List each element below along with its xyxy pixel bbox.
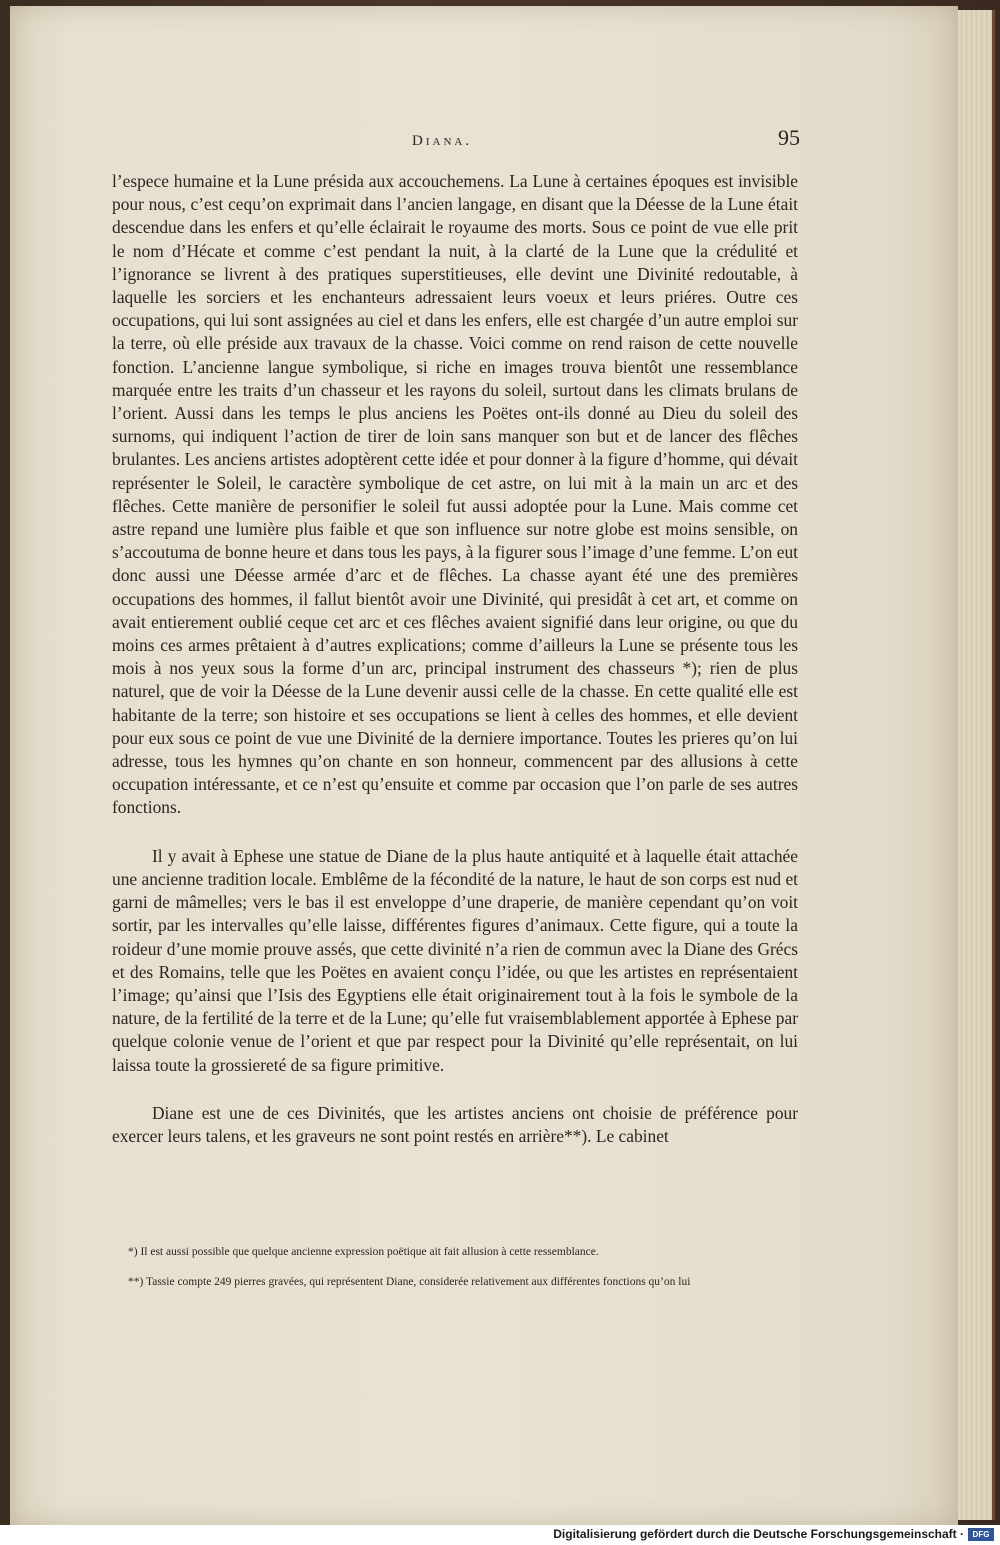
paragraph-1: l’espece humaine et la Lune présida aux accouchemens. La Lune à certaines époques est invisible pour nous, c’est cequ’on exprimait dans l’ancien langage, en disant que la Déesse de la Lune était descendue dans les enfers et qu’elle éclairait le royaume des morts. Sous ce point de vue elle prit le nom d’Hécate et comme c’est pendant la nuit, à la clarté de la Lune que la crédulité et l’ignorance se livrent à des pratiques superstitieuses, elle devint une Divinité redoutable, à laquelle les sorciers et les enchanteurs adressaient leurs voeux et leurs priéres. Outre ces occupations, qui lui sont assignées au ciel et dans les enfers, elle est chargée d’un autre emploi sur la terre, où elle préside aux travaux de la chasse. Voici comme on rend raison de cette nouvelle fonction. L’ancienne langue symbolique, si riche en images trouva bientôt une ressemblance marquée entre les traits d’un chasseur et les rayons du soleil, surtout dans les climats brulans de l’orient. Aussi dans les temps le plus anciens les Poëtes ont-ils donné au Dieu du soleil des surnoms, qui indiquent l’action de tirer de loin sans manquer son but et de lancer des flêches brulantes. Les anciens artistes adoptèrent cette idée et pour donner à la figure d’homme, qui dévait représenter le Soleil, le caractère symbolique de cet astre, on lui mit à la main un arc et des flêches. Cette manière de personifier le soleil fut aussi adoptée pour la Lune. Mais comme cet astre repand une lumière plus faible et que son influence sur notre globe est moins sensible, on s’accoutuma de bonne heure et dans tous les pays, à la figurer sous l’image d’une femme. L’on eut donc aussi une Déesse armée d’arc et de flêches. La chasse ayant été une des premières occupations des hommes, il fallut bientôt avoir une Divinité, qui presidât à cet art, et comme on avait entierement oublié ceque cet arc et ces flêches avaient signifié dans leur origine, ou que du moins ces armes prêtaient à d’autres explications; comme d’ailleurs la Lune se présente tous les mois à nos yeux sous la forme d’un arc, principal instrument des chasseurs *); rien de plus naturel, que de voir la Déesse de la Lune devenir aussi celle de la chasse. En cette qualité elle est habitante de la terre; son histoire et ses occupations se lient à celles des hommes, et elle devient pour eux sous ce point de vue une Divinité de la derniere importance. Toutes les prieres qu’on lui adresse, tous les hymnes qu’on chante en son honneur, commencent par des allusions à cette occupation intéressante, et ce n’est qu’ensuite et comme par occasion que l’on parle de ses autres fonctions. [112,171,798,818]
digitization-footer [0,1525,1000,1545]
page-number: 95 [778,125,800,150]
running-head-title: Diana. [412,133,473,149]
paragraph-3: Diane est une de ces Divinités, que les artistes anciens ont choisie de préférence pour exercer leurs talens, et les graveurs ne sont point restés en arrière**). Le cabinet [112,1102,798,1146]
paragraph-2: Il y avait à Ephese une statue de Diane de la plus haute antiquité et à laquelle était attachée une ancienne tradition locale. Emblême de la fécondité de la nature, le haut de son corps est nud et garni de mâmelles; vers le bas il est enveloppe d’une draperie, de manière cependant qu’on voit sortir, par les intervalles qu’elle laisse, différentes figures d’animaux. Cette figure, qui a toute la roideur d’une momie prouve assés, que cette divinité n’a rien de commun avec la Diane des Grécs et des Romains, telle que les Poëtes en avaient conçu l’idée, ou que les artistes en représentaient l’image; qu’ainsi que l’Isis des Egyptiens elle était originairement tout à la fois le symbole de la nature, de la fertilité de la terre et de la Lune; qu’elle fut vraisemblablement apportée à Ephese par quelque colonie venue de l’orient et que par respect pour la Divinité qu’elle représentait, on lui laissa toute la grossiereté de sa figure primitive. [112,845,798,1075]
page-edges [958,10,995,1520]
footnotes [128,1237,800,1297]
footnote-1: *) Il est aussi possible que quelque ancienne expression poëtique ait fait allusion à cette ressemblance. [128,1246,599,1258]
running-head [120,125,800,157]
footer-credit: Digitalisierung gefördert durch die Deutsche Forschungsgemeinschaft · [553,1527,964,1541]
footnote-2: **) Tassie compte 249 pierres gravées, qui représentent Diane, considerée relativement aux différentes fonctions qu’on lui [128,1276,691,1288]
dfg-logo: DFG [968,1528,994,1541]
body-text [112,170,798,1148]
